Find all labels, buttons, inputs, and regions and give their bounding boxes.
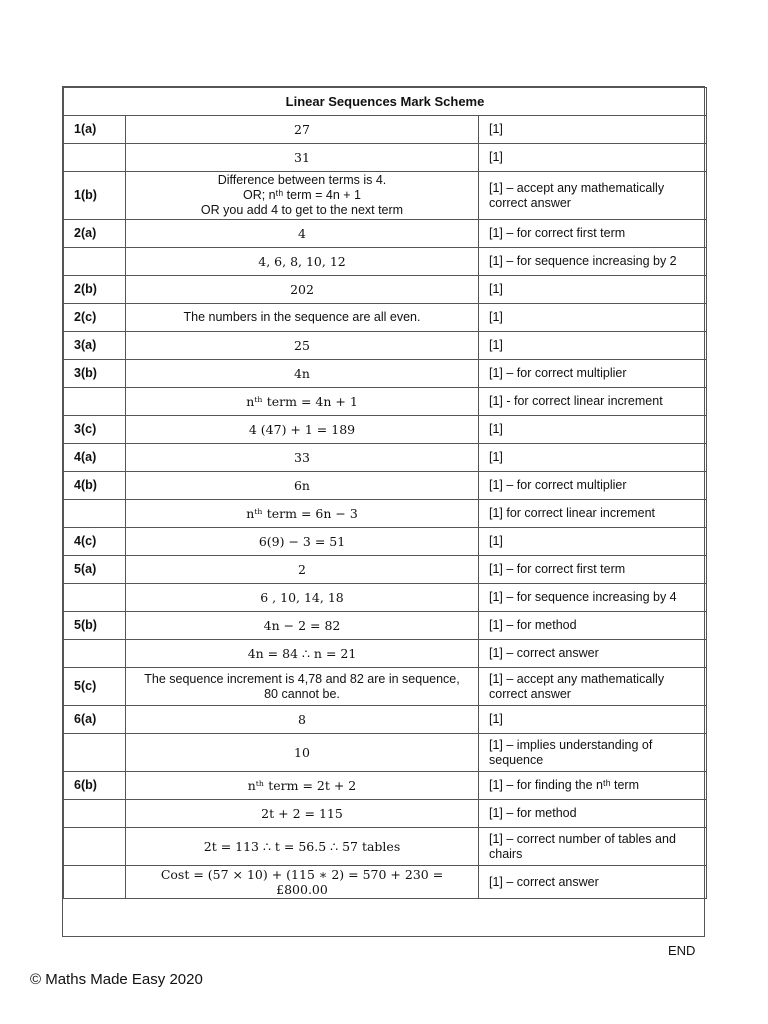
table-row [64, 612, 707, 640]
table-row [64, 800, 707, 828]
marks-cell: [1] – for method [479, 800, 707, 828]
answer-cell: nᵗʰ term = 6n − 3 [126, 500, 479, 528]
marks-cell: [1] [479, 444, 707, 472]
answer-cell: 4n [126, 360, 479, 388]
answer-cell: 202 [126, 276, 479, 304]
answer-cell: 2t = 113 ∴ t = 56.5 ∴ 57 tables [126, 828, 479, 866]
question-number: 5(c) [64, 668, 126, 706]
table-row [64, 360, 707, 388]
question-number [64, 248, 126, 276]
question-number: 1(b) [64, 172, 126, 220]
marks-cell: [1] – for correct multiplier [479, 472, 707, 500]
question-number [64, 144, 126, 172]
marks-cell: [1] – correct answer [479, 640, 707, 668]
answer-cell: 10 [126, 734, 479, 772]
answer-cell: The numbers in the sequence are all even. [126, 304, 479, 332]
marks-cell: [1] – accept any mathematically correct answer [479, 172, 707, 220]
table-row [64, 416, 707, 444]
question-number: 5(b) [64, 612, 126, 640]
marks-cell: [1] – for sequence increasing by 4 [479, 584, 707, 612]
question-number: 4(b) [64, 472, 126, 500]
question-number [64, 828, 126, 866]
table-row [64, 116, 707, 144]
marks-cell: [1] [479, 144, 707, 172]
mark-scheme-sheet [62, 86, 705, 937]
answer-cell: 4n − 2 = 82 [126, 612, 479, 640]
question-number: 3(c) [64, 416, 126, 444]
table-row [64, 668, 707, 706]
table-row [64, 472, 707, 500]
question-number: 4(a) [64, 444, 126, 472]
marks-cell: [1] – correct number of tables and chairs [479, 828, 707, 866]
answer-cell: 4, 6, 8, 10, 12 [126, 248, 479, 276]
answer-cell: 6n [126, 472, 479, 500]
answer-cell: nᵗʰ term = 2t + 2 [126, 772, 479, 800]
table-row [64, 304, 707, 332]
marks-cell: [1] - for correct linear increment [479, 388, 707, 416]
answer-cell: Difference between terms is 4. OR; nᵗʰ term = 4n + 1 OR you add 4 to get to the next term [126, 172, 479, 220]
marks-cell: [1] [479, 528, 707, 556]
marks-cell: [1] – implies understanding of sequence [479, 734, 707, 772]
question-number [64, 388, 126, 416]
question-number [64, 734, 126, 772]
answer-cell: Cost = (57 × 10) + (115 ∗ 2) = 570 + 230 = £800.00 [126, 866, 479, 899]
table-row [64, 220, 707, 248]
answer-cell: 33 [126, 444, 479, 472]
table-row [64, 144, 707, 172]
marks-cell: [1] [479, 304, 707, 332]
question-number: 1(a) [64, 116, 126, 144]
table-row [64, 734, 707, 772]
question-number [64, 640, 126, 668]
table-row [64, 866, 707, 899]
footer-copyright: © Maths Made Easy 2020 [30, 971, 203, 988]
answer-cell: 2 [126, 556, 479, 584]
title-row [64, 88, 707, 116]
marks-cell: [1] for correct linear increment [479, 500, 707, 528]
table-row [64, 500, 707, 528]
table-row [64, 248, 707, 276]
answer-cell: 2t + 2 = 115 [126, 800, 479, 828]
marks-cell: [1] – for correct first term [479, 220, 707, 248]
marks-cell: [1] – for correct multiplier [479, 360, 707, 388]
table-row [64, 444, 707, 472]
answer-cell: 4 (47) + 1 = 189 [126, 416, 479, 444]
marks-cell: [1] – for correct first term [479, 556, 707, 584]
end-label: END [668, 943, 696, 958]
table-row [64, 276, 707, 304]
table-row [64, 332, 707, 360]
mark-scheme-table [63, 87, 707, 899]
table-row [64, 706, 707, 734]
marks-cell: [1] – accept any mathematically correct answer [479, 668, 707, 706]
question-number: 2(b) [64, 276, 126, 304]
question-number: 5(a) [64, 556, 126, 584]
marks-cell: [1] – for finding the nᵗʰ term [479, 772, 707, 800]
marks-cell: [1] [479, 332, 707, 360]
marks-cell: [1] [479, 416, 707, 444]
table-row [64, 640, 707, 668]
answer-cell: 6 , 10, 14, 18 [126, 584, 479, 612]
answer-cell: 8 [126, 706, 479, 734]
question-number [64, 584, 126, 612]
question-number [64, 866, 126, 899]
marks-cell: [1] – for method [479, 612, 707, 640]
table-title: Linear Sequences Mark Scheme [64, 88, 707, 116]
answer-cell: 31 [126, 144, 479, 172]
table-row [64, 172, 707, 220]
question-number: 4(c) [64, 528, 126, 556]
table-row [64, 584, 707, 612]
answer-cell: 25 [126, 332, 479, 360]
table-row [64, 528, 707, 556]
question-number: 6(a) [64, 706, 126, 734]
question-number: 3(b) [64, 360, 126, 388]
table-row [64, 556, 707, 584]
answer-cell: 4n = 84 ∴ n = 21 [126, 640, 479, 668]
table-row [64, 388, 707, 416]
answer-cell: nᵗʰ term = 4n + 1 [126, 388, 479, 416]
table-row [64, 772, 707, 800]
answer-cell: 27 [126, 116, 479, 144]
question-number [64, 500, 126, 528]
question-number: 6(b) [64, 772, 126, 800]
question-number: 2(a) [64, 220, 126, 248]
marks-cell: [1] [479, 116, 707, 144]
question-number: 2(c) [64, 304, 126, 332]
marks-cell: [1] – for sequence increasing by 2 [479, 248, 707, 276]
question-number [64, 800, 126, 828]
answer-cell: 6(9) − 3 = 51 [126, 528, 479, 556]
marks-cell: [1] [479, 706, 707, 734]
question-number: 3(a) [64, 332, 126, 360]
marks-cell: [1] [479, 276, 707, 304]
table-row [64, 828, 707, 866]
answer-cell: The sequence increment is 4,78 and 82 are in sequence, 80 cannot be. [126, 668, 479, 706]
marks-cell: [1] – correct answer [479, 866, 707, 899]
answer-cell: 4 [126, 220, 479, 248]
